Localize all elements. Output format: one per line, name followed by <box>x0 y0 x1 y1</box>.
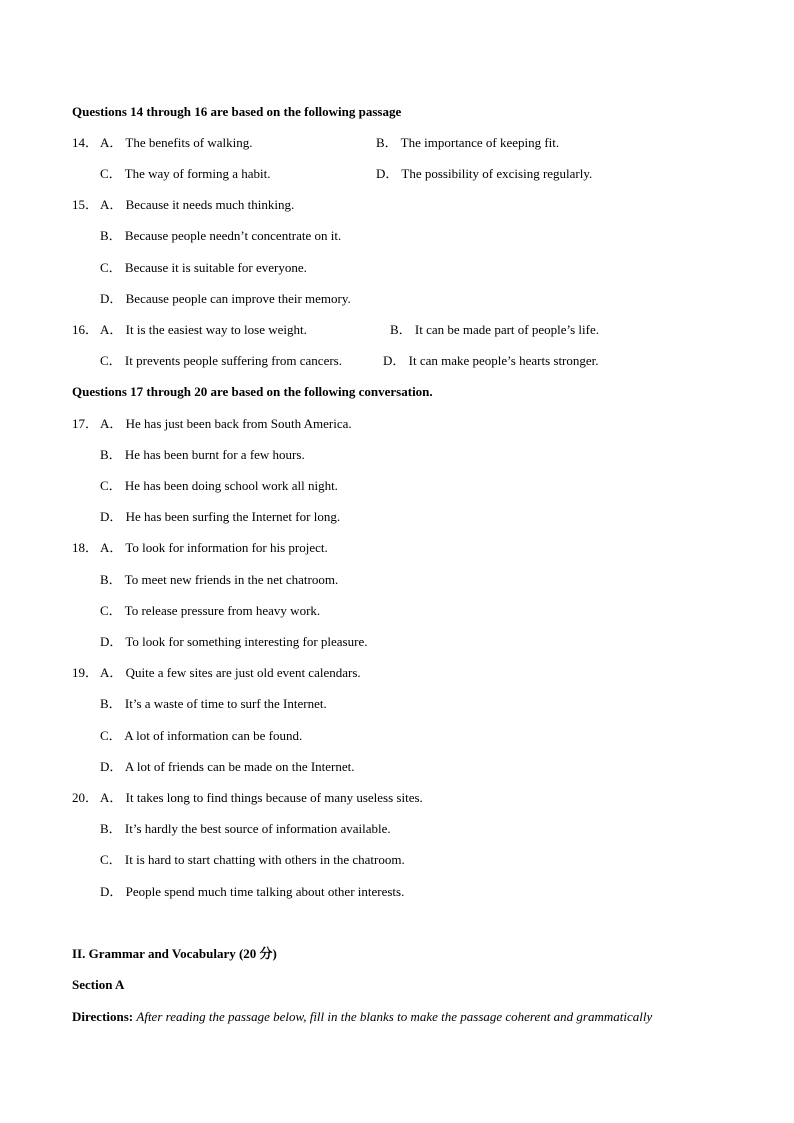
q16-option-b: B． It can be made part of people’s life. <box>390 322 600 337</box>
q14-option-c: C． The way of forming a habit. <box>100 166 271 181</box>
q20-option-a: A． It takes long to find things because of many useless sites. <box>100 790 423 805</box>
q14-option-a: A． The benefits of walking. <box>100 135 253 150</box>
q15-option-a: A． Because it needs much thinking. <box>100 197 295 212</box>
q18-option-d: D． To look for something interesting for pleasure. <box>100 634 368 649</box>
question-17 <box>72 416 98 432</box>
question-15 <box>72 197 98 213</box>
q17-option-c: C． He has been doing school work all night. <box>100 478 338 493</box>
section-title: II. Grammar and Vocabulary (20 分) <box>72 946 277 961</box>
question-number: 15． <box>72 197 99 212</box>
question-20 <box>72 790 98 806</box>
q16-option-c: C． It prevents people suffering from cancers. <box>100 353 342 368</box>
q17-option-b: B． He has been burnt for a few hours. <box>100 447 305 462</box>
question-16 <box>72 322 98 338</box>
question-number: 18． <box>72 540 99 555</box>
q14-option-b: B． The importance of keeping fit. <box>376 135 560 150</box>
q15-option-b: B． Because people needn’t concentrate on it. <box>100 228 342 243</box>
q18-option-a: A． To look for information for his project. <box>100 540 328 555</box>
q19-option-c: C． A lot of information can be found. <box>100 728 303 743</box>
directions-label: Directions: <box>72 1009 134 1024</box>
q18-option-b: B． To meet new friends in the net chatroom. <box>100 572 339 587</box>
q18-option-c: C． To release pressure from heavy work. <box>100 603 321 618</box>
group-heading-14-16: Questions 14 through 16 are based on the following passage <box>72 104 402 119</box>
q19-option-b: B． It’s a waste of time to surf the Internet. <box>100 696 327 711</box>
q20-option-d: D． People spend much time talking about other interests. <box>100 884 405 899</box>
question-number: 14． <box>72 135 99 150</box>
q19-option-d: D． A lot of friends can be made on the Internet. <box>100 759 355 774</box>
q19-option-a: A． Quite a few sites are just old event calendars. <box>100 665 361 680</box>
q16-option-a: A． It is the easiest way to lose weight. <box>100 322 307 337</box>
question-number: 16． <box>72 322 99 337</box>
directions-text: After reading the passage below, fill in the blanks to make the passage coherent and grammatically <box>136 1009 653 1024</box>
question-number: 19． <box>72 665 99 680</box>
section-a-heading: Section A <box>72 977 125 992</box>
question-number: 17． <box>72 416 99 431</box>
question-14 <box>72 135 98 151</box>
q16-option-d: D． It can make people’s hearts stronger. <box>383 353 599 368</box>
group-heading-17-20: Questions 17 through 20 are based on the following conversation. <box>72 384 433 399</box>
q15-option-d: D． Because people can improve their memory. <box>100 291 351 306</box>
q15-option-c: C． Because it is suitable for everyone. <box>100 260 307 275</box>
question-19 <box>72 665 98 681</box>
q20-option-c: C． It is hard to start chatting with others in the chatroom. <box>100 852 405 867</box>
q17-option-a: A． He has just been back from South America. <box>100 416 352 431</box>
question-number: 20． <box>72 790 99 805</box>
q20-option-b: B． It’s hardly the best source of information available. <box>100 821 391 836</box>
question-18 <box>72 540 98 556</box>
q17-option-d: D． He has been surfing the Internet for long. <box>100 509 341 524</box>
q14-option-d: D． The possibility of excising regularly. <box>376 166 593 181</box>
directions <box>72 1009 652 1025</box>
